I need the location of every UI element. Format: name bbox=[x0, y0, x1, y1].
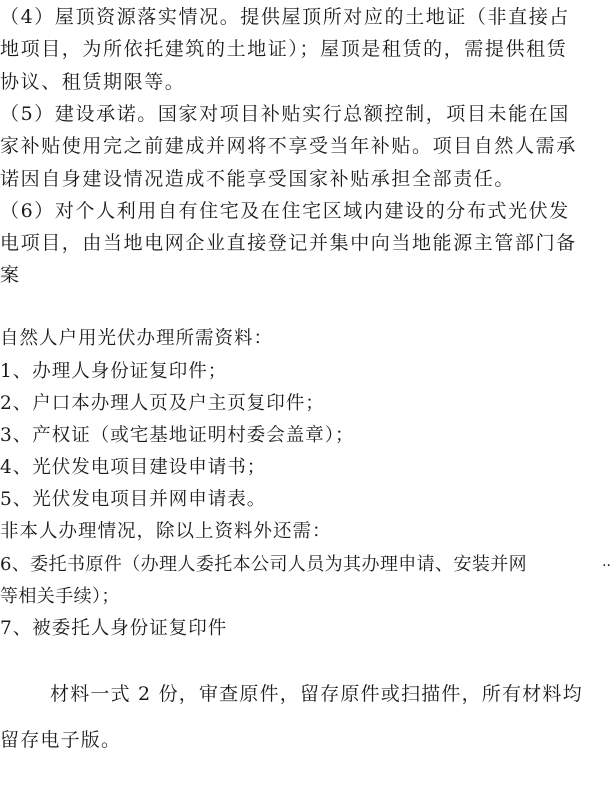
list-item: 1、办理人身份证复印件； bbox=[0, 361, 228, 382]
paragraph-5-line-3: 诺因自身建设情况造成不能享受国家补贴承担全部责任。 bbox=[0, 168, 516, 190]
section-title: 自然人户用光伏办理所需资料： bbox=[0, 328, 274, 349]
closing-paragraph-line-2: 留存电子版。 bbox=[0, 729, 122, 751]
paragraph-4-line-2: 地项目，为所依托建筑的土地证）；屋顶是租赁的，需提供租赁 bbox=[0, 38, 568, 60]
overflow-marker: ·· bbox=[602, 558, 611, 574]
list-item: 6、委托书原件（办理人委托本公司人员为其办理申请、安装并网 bbox=[0, 554, 528, 575]
extra-requirements-title: 非本人办理情况，除以上资料外还需： bbox=[0, 521, 332, 542]
list-item: 5、光伏发电项目并网申请表。 bbox=[0, 489, 267, 510]
paragraph-4-line-3: 协议、租赁期限等。 bbox=[0, 71, 186, 93]
paragraph-6-line-3: 案 bbox=[0, 264, 21, 286]
paragraph-5-line-1: （5）建设承诺。国家对项目补贴实行总额控制，项目未能在国 bbox=[0, 103, 570, 125]
list-item: 7、被委托人身份证复印件 bbox=[0, 618, 228, 639]
paragraph-4-line-1: （4）屋顶资源落实情况。提供屋顶所对应的土地证（非直接占 bbox=[0, 6, 570, 28]
paragraph-6-line-2: 电项目，由当地电网企业直接登记并集中向当地能源主管部门备 bbox=[0, 232, 577, 254]
list-item: 3、产权证（或宅基地证明村委会盖章）； bbox=[0, 425, 355, 446]
list-item: 2、户口本办理人页及户主页复印件； bbox=[0, 393, 325, 414]
list-item: 4、光伏发电项目建设申请书； bbox=[0, 457, 267, 478]
closing-paragraph-line-1: 材料一式 2 份，审查原件，留存原件或扫描件，所有材料均 bbox=[50, 683, 583, 705]
paragraph-5-line-2: 家补贴使用完之前建成并网将不享受当年补贴。项目自然人需承 bbox=[0, 135, 577, 157]
paragraph-6-line-1: （6）对个人利用自有住宅及在住宅区域内建设的分布式光伏发 bbox=[0, 200, 570, 222]
list-item-continuation: 等相关手续）； bbox=[0, 586, 120, 607]
